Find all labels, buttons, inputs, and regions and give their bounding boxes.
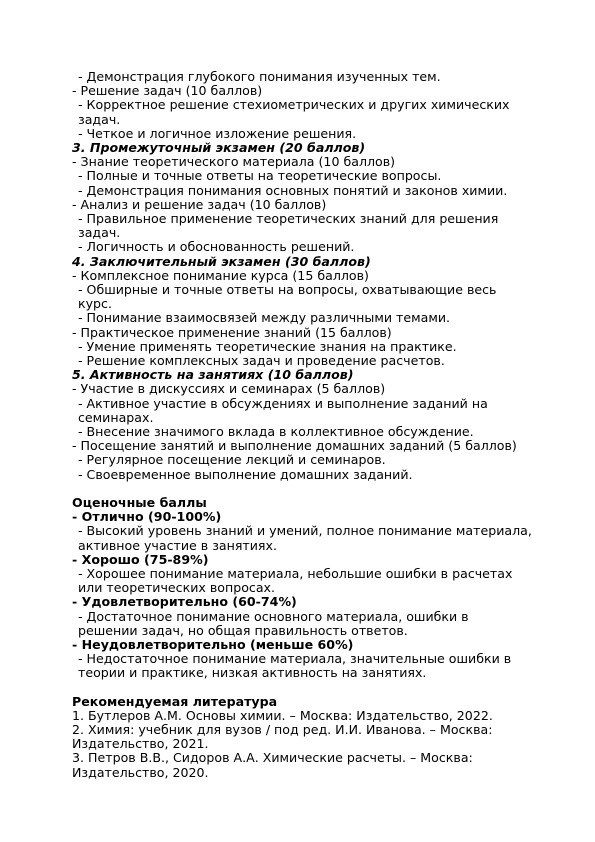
spacer — [72, 482, 532, 496]
spacer — [72, 681, 532, 695]
list-item: - Понимание взаимосвязей между различными темами. — [78, 310, 451, 326]
list-item: - Решение задач (10 баллов) — [72, 83, 263, 99]
list-item: - Корректное решение стехиометрических и других химических задач. — [78, 97, 510, 127]
grade-excellent: - Отлично (90-100%) — [72, 509, 222, 525]
grading-title: Оценочные баллы — [72, 494, 207, 510]
list-item: - Умение применять теоретические знания на практике. — [78, 338, 457, 354]
list-item: - Решение комплексных задач и проведение расчетов. — [78, 353, 445, 369]
literature-item: 3. Петров В.В., Сидоров А.А. Химические расчеты. – Москва: Издательство, 2020. — [72, 750, 473, 780]
section-heading-final-exam: 4. Заключительный экзамен (30 баллов) — [72, 253, 371, 269]
grade-description: - Недостаточное понимание материала, значительные ошибки в теории и практике, низкая активность на занятиях. — [78, 651, 512, 681]
document-body — [72, 70, 532, 780]
list-item: - Логичность и обоснованность решений. — [78, 239, 355, 255]
grade-description: - Высокий уровень знаний и умений, полное понимание материала, активное участие в занятиях. — [78, 523, 532, 553]
list-item: - Посещение занятий и выполнение домашних заданий (5 баллов) — [72, 438, 517, 454]
grade-satisfactory: - Удовлетворительно (60-74%) — [72, 594, 297, 610]
list-item: - Практическое применение знаний (15 баллов) — [72, 324, 392, 340]
list-item: - Участие в дискуссиях и семинарах (5 баллов) — [72, 381, 386, 397]
literature-item: 1. Бутлеров А.М. Основы химии. – Москва: Издательство, 2022. — [72, 707, 493, 723]
list-item: - Демонстрация глубокого понимания изученных тем. — [78, 69, 441, 84]
list-item: - Анализ и решение задач (10 баллов) — [72, 196, 327, 212]
list-item: - Внесение значимого вклада в коллективное обсуждение. — [78, 424, 474, 440]
list-item: - Четкое и логичное изложение решения. — [78, 125, 357, 141]
literature-item: 2. Химия: учебник для вузов / под ред. И.И. Иванова. – Москва: Издательство, 2021. — [72, 721, 493, 752]
list-item: - Правильное применение теоретических знаний для решения задач. — [78, 211, 499, 241]
grade-description: - Достаточное понимание основного материала, ошибки в решении задач, но общая правильность ответов. — [78, 608, 469, 638]
list-item: - Знание теоретического материала (10 баллов) — [72, 154, 396, 170]
literature-title: Рекомендуемая литература — [72, 693, 278, 709]
list-item: - Своевременное выполнение домашних заданий. — [78, 466, 413, 482]
list-item: - Обширные и точные ответы на вопросы, охватывающие весь курс. — [78, 282, 497, 312]
list-item: - Демонстрация понимания основных понятий и законов химии. — [78, 182, 508, 198]
grade-description: - Хорошее понимание материала, небольшие ошибки в расчетах или теоретических вопросах. — [78, 565, 513, 596]
section-heading-activity: 5. Активность на занятиях (10 баллов) — [72, 367, 354, 383]
list-item: - Полные и точные ответы на теоретические вопросы. — [78, 168, 442, 184]
list-item: - Регулярное посещение лекций и семинаров. — [78, 452, 386, 468]
grade-unsatisfactory: - Неудовлетворительно (меньше 60%) — [72, 636, 354, 652]
grade-good: - Хорошо (75-89%) — [72, 551, 209, 567]
section-heading-midterm: 3. Промежуточный экзамен (20 баллов) — [72, 140, 366, 156]
list-item: - Комплексное понимание курса (15 баллов) — [72, 267, 369, 283]
list-item: - Активное участие в обсуждениях и выполнение заданий на семинарах. — [78, 395, 488, 425]
